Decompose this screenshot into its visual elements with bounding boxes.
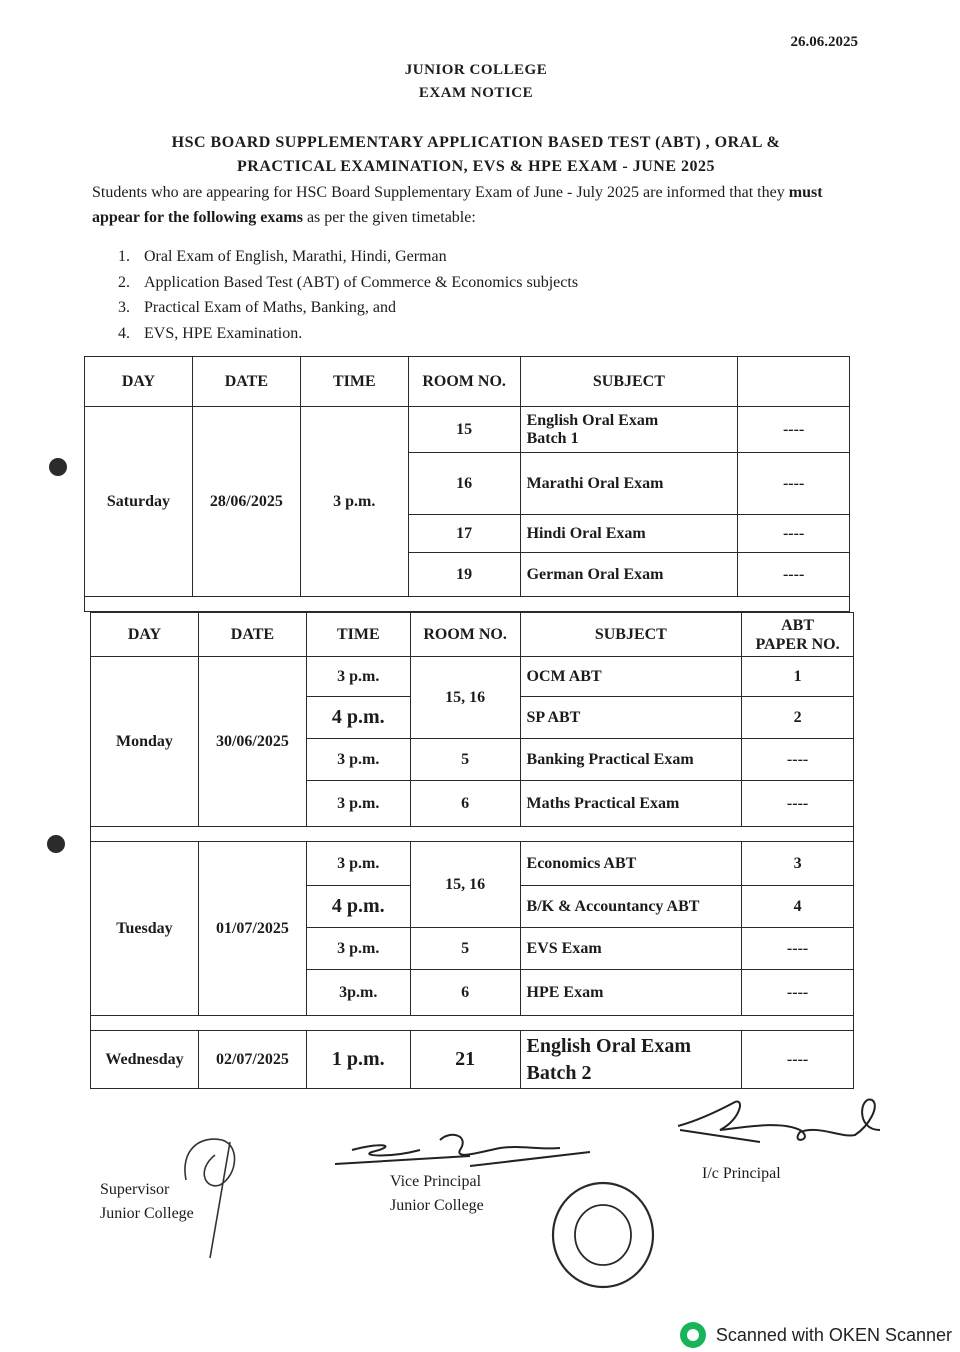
header-day: DAY (85, 357, 193, 407)
paper-cell: 2 (742, 697, 854, 739)
time-cell: 3 p.m. (306, 842, 410, 886)
room-cell: 15 (408, 407, 520, 453)
timetable-abt (90, 612, 854, 1089)
college-stamp (553, 1183, 653, 1287)
subject-cell: Marathi Oral Exam (520, 453, 738, 515)
paper-cell: ---- (742, 781, 854, 827)
room-cell: 5 (410, 928, 520, 970)
subject-cell: OCM ABT (520, 657, 742, 697)
subject-cell: EVS Exam (520, 928, 742, 970)
time-cell: 1 p.m. (306, 1031, 410, 1089)
day-cell: Tuesday (91, 842, 199, 1016)
date-cell: 02/07/2025 (198, 1031, 306, 1089)
room-cell: 19 (408, 553, 520, 597)
header-day: DAY (91, 613, 199, 657)
time-cell: 3 p.m. (306, 657, 410, 697)
subject-cell: Banking Practical Exam (520, 739, 742, 781)
time-cell: 3 p.m. (306, 781, 410, 827)
time-cell: 4 p.m. (306, 697, 410, 739)
scanner-text: Scanned with OKEN Scanner (715, 1324, 952, 1345)
list-item: 2. Application Based Test (ABT) of Commerce & Economics subjects (118, 273, 579, 291)
table-row (91, 842, 854, 886)
paper-cell: 3 (742, 842, 854, 886)
scanner-logo-icon (680, 1322, 706, 1348)
header-subject: SUBJECT (520, 357, 738, 407)
room-cell: 6 (410, 781, 520, 827)
header-paper (742, 613, 854, 657)
table-row (91, 1031, 854, 1089)
date-cell: 01/07/2025 (198, 842, 306, 1016)
time-cell: 3p.m. (306, 970, 410, 1016)
timetable-saturday (84, 356, 850, 612)
room-cell: 5 (410, 739, 520, 781)
table-row (91, 657, 854, 697)
header-line-1: JUNIOR COLLEGE (404, 62, 548, 78)
intro-part-1: Students who are appearing for HSC Board Supplementary Exam of June - July 2025 are informed that they (92, 184, 785, 201)
subject-cell (520, 407, 738, 453)
principal-signature (678, 1100, 880, 1142)
vice-principal-line-1: Vice Principal (390, 1173, 482, 1190)
table-row (85, 407, 850, 453)
subject-cell: Maths Practical Exam (520, 781, 742, 827)
table-header-row (85, 357, 850, 407)
room-cell: 15, 16 (410, 657, 520, 739)
intro-part-2: as per the given timetable: (302, 209, 476, 226)
header-date: DATE (192, 357, 300, 407)
subject-cell: SP ABT (520, 697, 742, 739)
paper-cell: ---- (742, 970, 854, 1016)
header-room: ROOM NO. (408, 357, 520, 407)
subject-line-1: English Oral Exam (526, 1034, 692, 1057)
intro-bold: must appear for the following exams (92, 184, 823, 226)
subject-cell: Hindi Oral Exam (520, 515, 738, 553)
list-item: 3. Practical Exam of Maths, Banking, and (118, 299, 396, 316)
scanner-watermark (680, 1322, 952, 1348)
subject-cell: German Oral Exam (520, 553, 738, 597)
exam-list (118, 244, 578, 346)
notice-date: 26.06.2025 (790, 34, 858, 50)
extra-cell: ---- (738, 553, 850, 597)
time-cell: 3 p.m. (306, 739, 410, 781)
room-cell: 15, 16 (410, 842, 520, 928)
room-cell: 16 (408, 453, 520, 515)
supervisor-label (100, 1178, 194, 1226)
header-abt: ABT (781, 616, 815, 634)
list-item: 1. Oral Exam of English, Marathi, Hindi, German (118, 248, 447, 265)
vice-principal-signature (335, 1135, 590, 1166)
day-cell: Saturday (85, 407, 193, 597)
vice-principal-label (390, 1170, 484, 1218)
time-cell: 4 p.m. (306, 886, 410, 928)
spacer-row (91, 827, 854, 842)
date-cell: 30/06/2025 (198, 657, 306, 827)
list-item: 4. EVS, HPE Examination. (118, 324, 303, 342)
paper-cell: ---- (742, 739, 854, 781)
header-line-2: EXAM NOTICE (418, 85, 534, 101)
spacer-row (85, 597, 850, 612)
header-extra (738, 357, 850, 407)
extra-cell: ---- (738, 515, 850, 553)
table-header-row (91, 613, 854, 657)
header-subject: SUBJECT (520, 613, 742, 657)
principal-label: I/c Principal (702, 1165, 781, 1182)
subject-line-2: Batch 1 (526, 429, 579, 447)
binder-hole (47, 835, 65, 853)
paper-cell: ---- (742, 928, 854, 970)
supervisor-line-2: Junior College (100, 1205, 194, 1222)
spacer-row (91, 1016, 854, 1031)
date-cell: 28/06/2025 (192, 407, 300, 597)
room-cell: 21 (410, 1031, 520, 1089)
intro-text (92, 180, 872, 230)
paper-cell: 1 (742, 657, 854, 697)
header-date: DATE (198, 613, 306, 657)
day-cell: Monday (91, 657, 199, 827)
header-time: TIME (306, 613, 410, 657)
title-line-2: PRACTICAL EXAMINATION, EVS & HPE EXAM - JUNE 2025 (237, 158, 715, 175)
header-time: TIME (300, 357, 408, 407)
subject-line-1: English Oral Exam (526, 411, 659, 429)
paper-cell: ---- (742, 1031, 854, 1089)
subject-cell: Economics ABT (520, 842, 742, 886)
vice-principal-line-2: Junior College (390, 1197, 484, 1214)
header-room: ROOM NO. (410, 613, 520, 657)
subject-cell: B/K & Accountancy ABT (520, 886, 742, 928)
title-line-1: HSC BOARD SUPPLEMENTARY APPLICATION BASED TEST (ABT) , ORAL & (171, 134, 781, 151)
time-cell: 3 p.m. (306, 928, 410, 970)
supervisor-line-1: Supervisor (100, 1181, 170, 1198)
room-cell: 17 (408, 515, 520, 553)
subject-cell: HPE Exam (520, 970, 742, 1016)
subject-line-2: Batch 2 (526, 1061, 592, 1084)
day-cell: Wednesday (91, 1031, 199, 1089)
extra-cell: ---- (738, 453, 850, 515)
room-cell: 6 (410, 970, 520, 1016)
extra-cell: ---- (738, 407, 850, 453)
header-paper-no: PAPER NO. (755, 635, 840, 653)
time-cell: 3 p.m. (300, 407, 408, 597)
paper-cell: 4 (742, 886, 854, 928)
binder-hole (49, 458, 67, 476)
subject-cell (520, 1031, 742, 1089)
